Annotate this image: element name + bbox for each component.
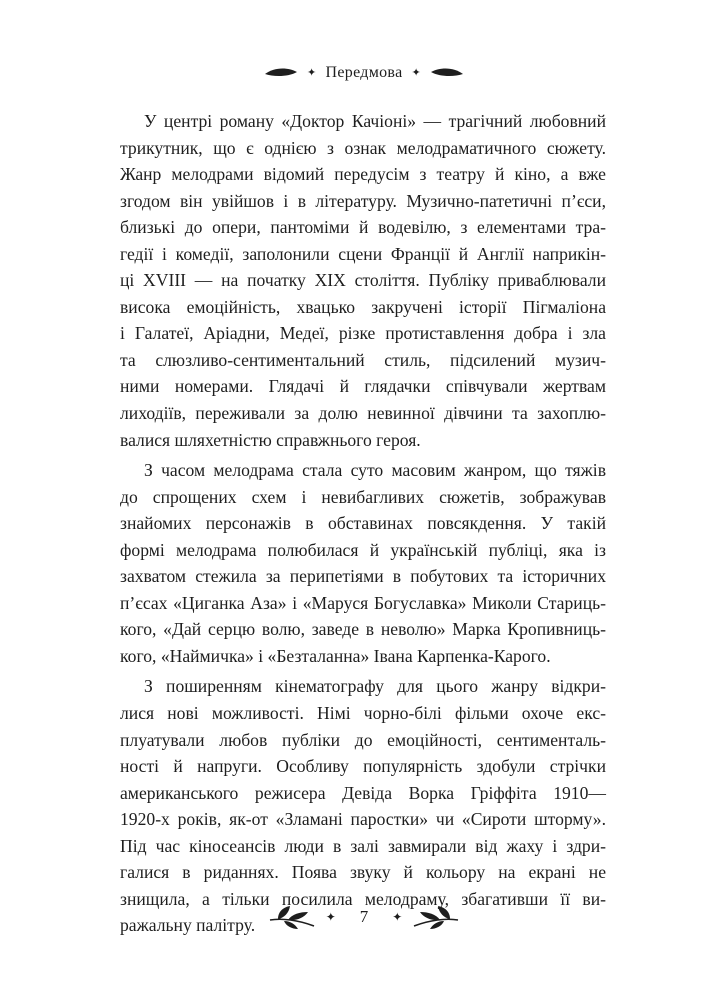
text-line: висока емоційність, хвацько закручені історії Пігмаліона [120,296,606,317]
text-line: 1920-х років, як-от «Зламані паростки» чи «Сироти шторму». [120,809,606,830]
text-line: плуатували любов публіки до емоційності, сентименталь- [120,729,606,750]
text-line: знайомих персонажів в обставинах повсякдення. У такій [120,513,606,534]
text-line: лися нові можливості. Німі чорно-білі фільми охоче екс- [120,703,606,724]
text-line: ними номерами. Глядачі й глядачки співчували жертвам [120,376,606,397]
text-line: ці XVIII — на початку XIX століття. Публіку приваблювали [120,270,606,291]
text-line: ражальну палітру. [120,915,256,936]
text-line: галися в риданнях. Поява звуку й кольору на екрані не [120,862,606,883]
body-text [120,108,606,943]
text-line: згодом він увійшов і в літературу. Музично-патетичні п’єси, [120,190,606,211]
text-line: формі мелодрама полюбилася й українській публіці, яка із [120,539,606,560]
text-line: захватом стежила за перипетіями в побутових та історичних [120,566,606,587]
diamond-icon: ✦ [411,66,422,79]
text-line: лиходіїв, переживали за долю невинної дівчини та захоплю- [120,403,606,424]
text-line: знищила, а тільки посилила мелодраму, збагативши її ви- [120,888,606,909]
text-line: американського режисера Девіда Ворка Гріффіта 1910— [120,782,606,803]
diamond-icon: ✦ [392,909,403,924]
leaf-branch-icon [268,904,316,930]
page-title: Передмова [325,64,403,81]
leaf-branch-icon [412,904,460,930]
text-line: У центрі роману «Доктор Качіоні» — трагічний любовний [144,111,606,131]
text-line: ності й напруги. Особливу популярність здобули стрічки [120,756,606,777]
text-line: та слюзливо-сентиментальний стиль, підсилений музич- [120,349,606,370]
text-line: З поширенням кінематографу для цього жанру відкри- [144,676,606,697]
text-line: кого, «Дай серцю волю, заведе в неволю» Марка Кропивниць- [120,619,606,640]
text-line: близькі до опери, пантоміми й водевілю, з елементами тра- [120,217,606,238]
text-line: кого, «Наймичка» і «Безталанна» Івана Карпенка-Карого. [120,645,551,666]
text-line: і Галатеї, Аріадни, Медеї, різке протиставлення добра і зла [120,323,606,344]
page-number: 7 [359,907,369,926]
text-line: гедії і комедії, заполонили сцени Франції й Англії наприкін- [120,243,606,264]
text-line: З часом мелодрама стала суто масовим жанром, що тяжів [144,460,606,481]
leaf-ornament-icon [264,67,298,79]
text-line: до спрощених схем і невибагливих сюжетів, зображував [120,486,606,507]
running-header [0,64,728,82]
diamond-icon: ✦ [306,66,317,79]
page-footer [0,904,728,930]
leaf-ornament-icon [430,67,464,79]
text-line: трикутник, що є однією з ознак мелодраматичного сюжету. [120,137,606,158]
text-line: п’єсах «Циганка Аза» і «Маруся Богуславка» Миколи Стариць- [120,592,606,613]
text-line: валися шляхетністю справжнього героя. [120,429,421,450]
text-line: Жанр мелодрами відомий передусім з театру й кіно, а вже [120,164,606,185]
paragraph [120,673,606,938]
paragraph [120,457,606,669]
paragraph [120,108,606,453]
text-line: Під час кіносеансів люди в залі завмирали від жаху і здри- [120,835,606,856]
diamond-icon: ✦ [325,909,336,924]
